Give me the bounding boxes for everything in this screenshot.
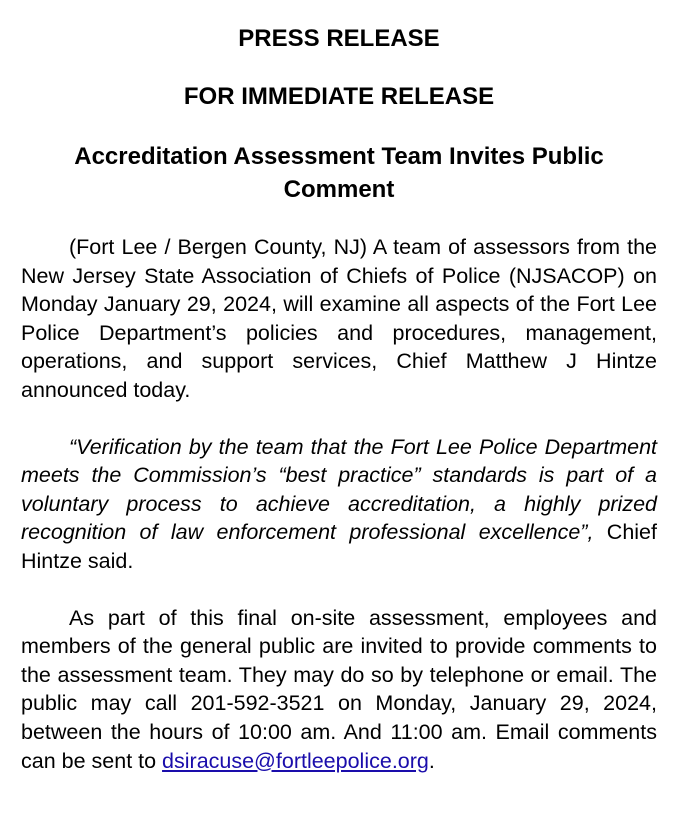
email-link[interactable]: dsiracuse@fortleepolice.org <box>162 748 429 773</box>
document-title <box>21 140 657 206</box>
paragraph-announcement: (Fort Lee / Bergen County, NJ) A team of assessors from the New Jersey State Association of Chiefs of Police (NJSACOP) on Monday January 29, 2024, will examine all aspects of the Fort Lee Police Department’s policies and procedures, management, operations, and support services, Chief Matthew J Hintze announced today. <box>21 235 657 402</box>
public-comment-text: As part of this final on-site assessment, employees and members of the general public are invited to provide comments to the assessment team. They may do so by telephone or email. The public may call 201-592-3521 on Monday, January 29, 2024, between the hours of 10:00 am. And 11:00 am. Email comments can be sent to <box>21 605 657 773</box>
paragraph-public-comment <box>21 604 657 776</box>
title-line-2: Comment <box>283 176 395 203</box>
press-release-heading: PRESS RELEASE <box>238 25 440 52</box>
immediate-release-heading: FOR IMMEDIATE RELEASE <box>183 83 495 110</box>
title-line-1: Accreditation Assessment Team Invites Public <box>74 143 604 170</box>
quote-attribution: Chief Hintze said. <box>21 520 657 573</box>
paragraph-quote <box>21 433 657 576</box>
chief-quote: “Verification by the team that the Fort Lee Police Department meets the Commission’s “best practice” standards is part of a voluntary process to achieve accreditation, a highly prized recognition of law enforcement professional excellence”, <box>21 434 657 545</box>
paragraph-end-period: . <box>428 748 435 773</box>
